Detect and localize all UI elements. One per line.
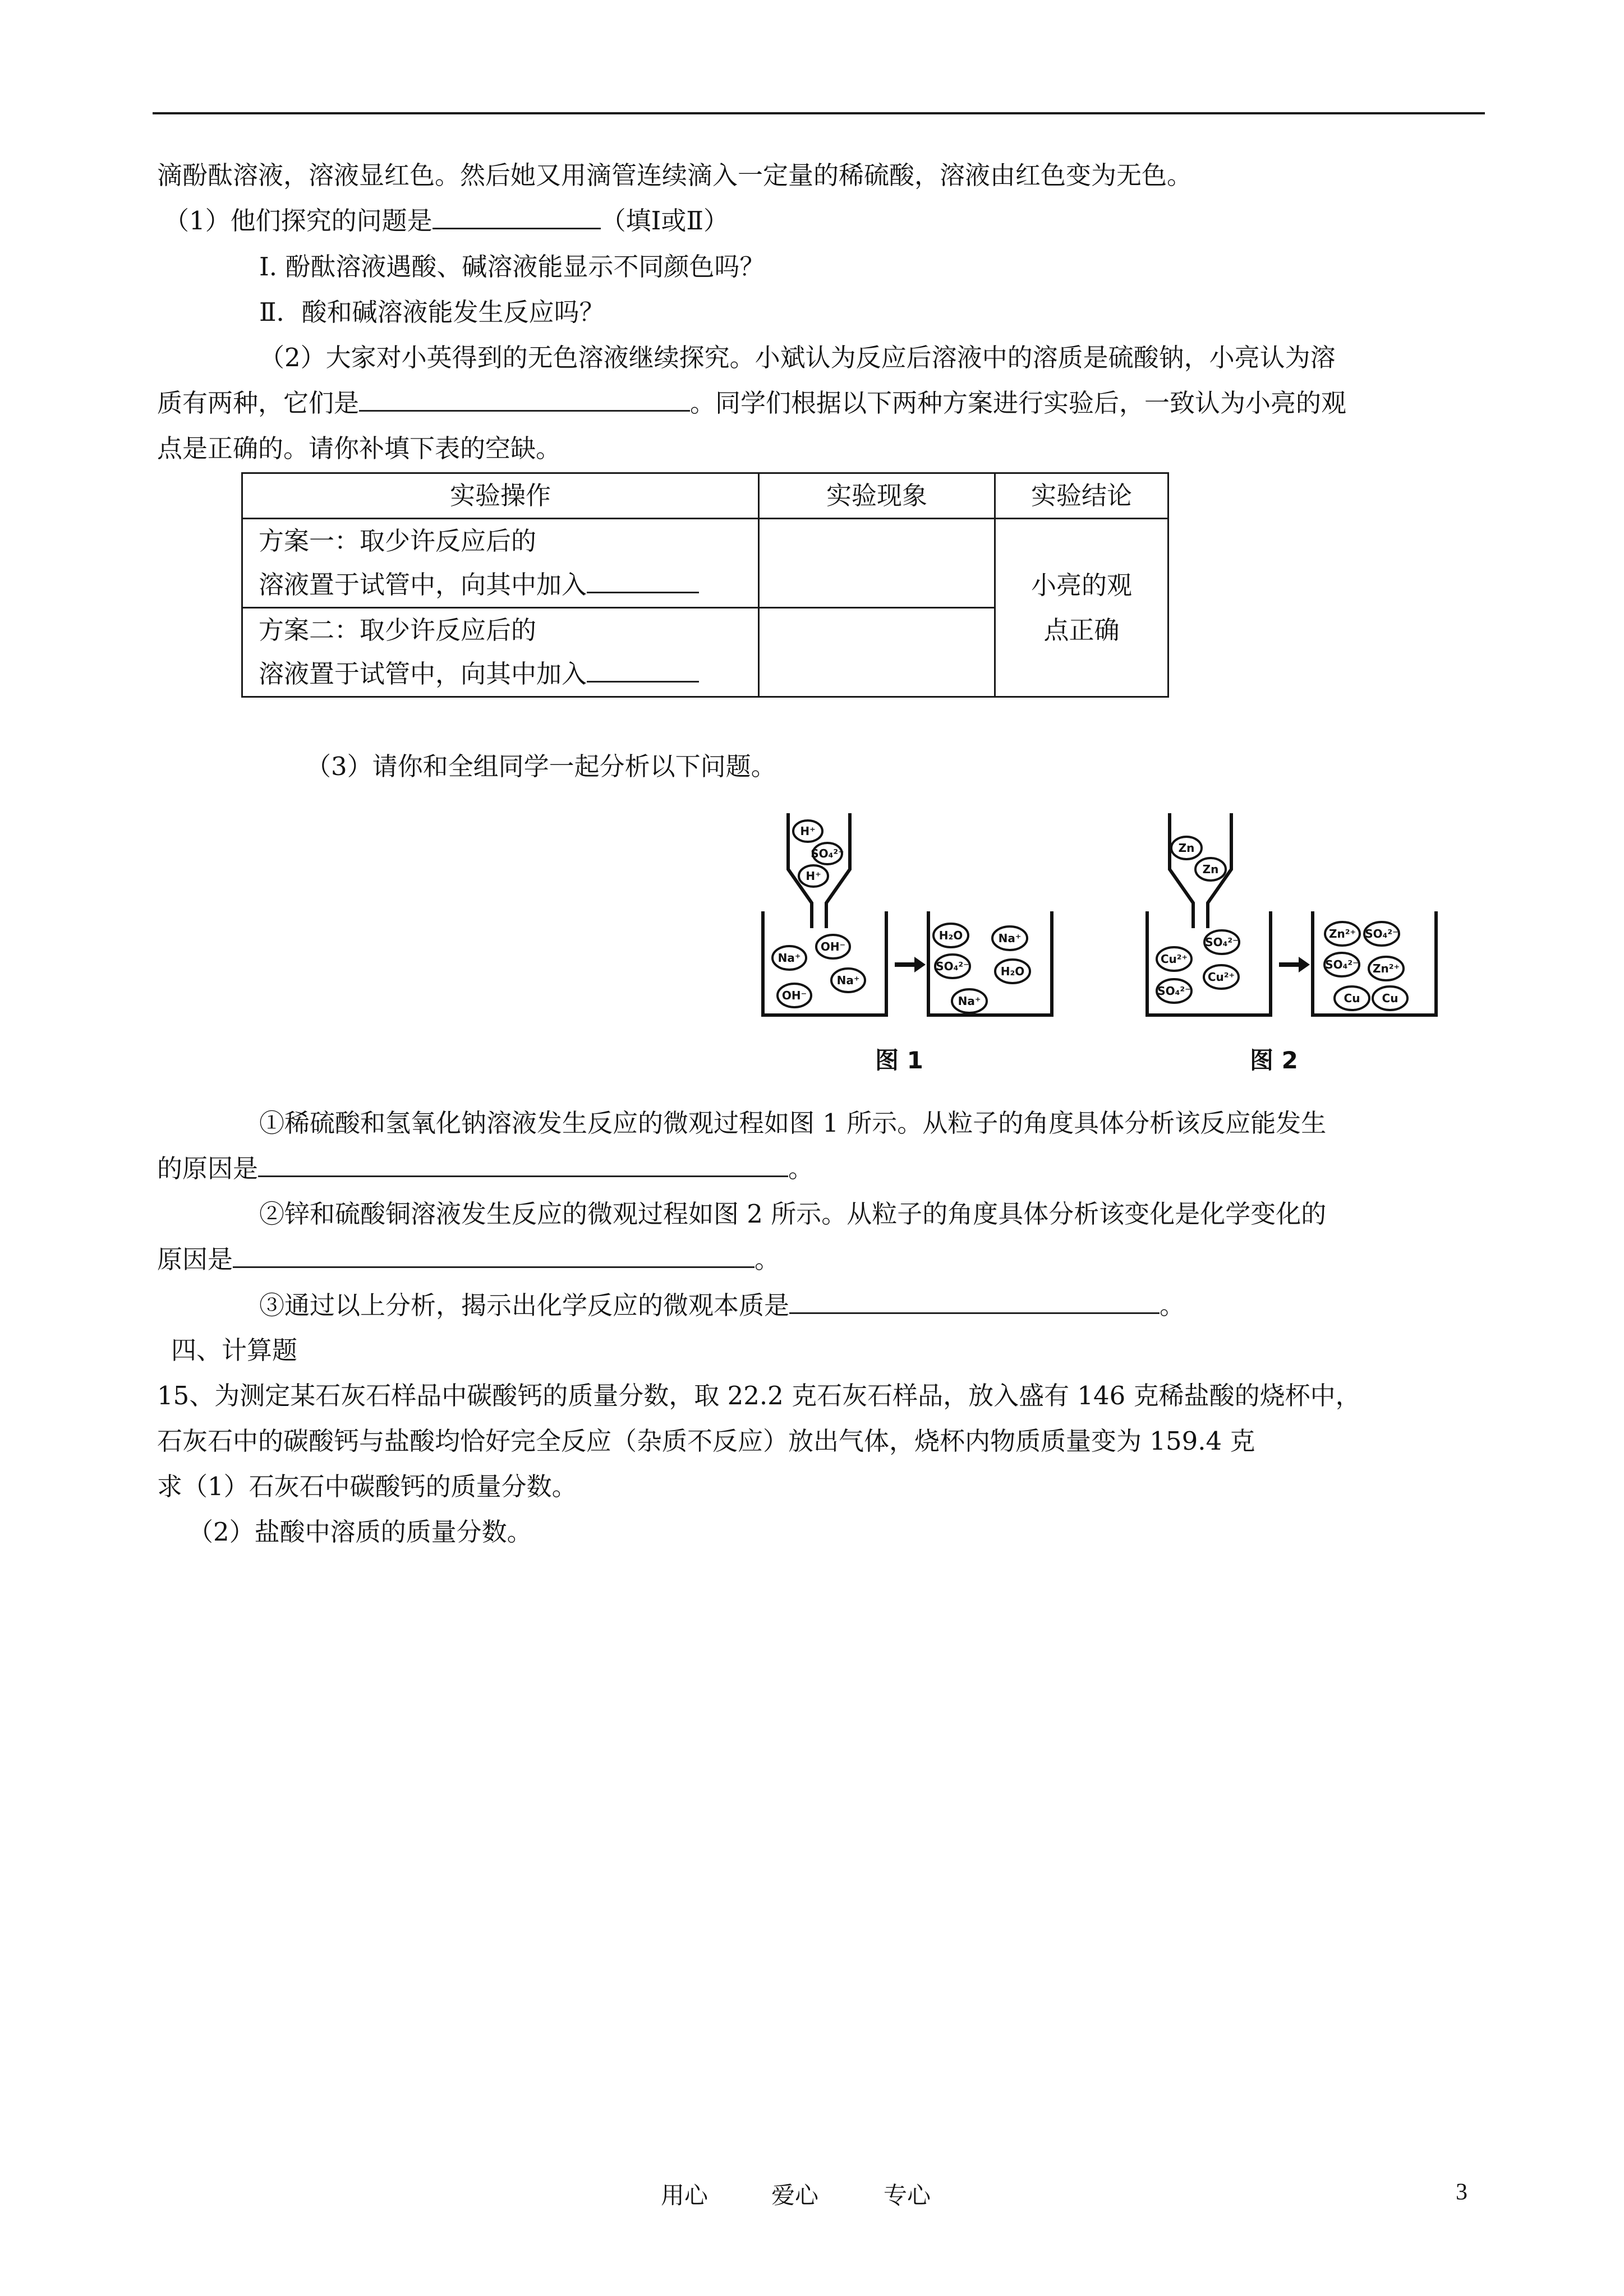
question-3: （3）请你和全组同学一起分析以下问题。 xyxy=(306,751,776,781)
question-2-line-3: 点是正确的。请你补填下表的空缺。 xyxy=(157,434,562,463)
ion-label: Cu²⁺ xyxy=(1160,952,1188,966)
answer-blank[interactable] xyxy=(587,658,699,683)
conclusion-line-1: 小亮的观 xyxy=(1030,570,1132,600)
plan-1-text: 溶液置于试管中，向其中加入 xyxy=(259,570,587,600)
ion-label: SO₄²⁻ xyxy=(936,960,969,973)
ion-label: Na⁺ xyxy=(958,994,981,1008)
header-rule xyxy=(153,112,1485,114)
plan-2-text: 溶液置于试管中，向其中加入 xyxy=(259,659,587,689)
problem-15-line-2: 石灰石中的碳酸钙与盐酸均恰好完全反应（杂质不反应）放出气体，烧杯内物质质量变为 159.4 克 xyxy=(157,1426,1255,1456)
ion-label: Zn xyxy=(1178,841,1195,855)
ion-label: H⁺ xyxy=(800,824,816,838)
answer-blank[interactable] xyxy=(587,569,699,593)
question-2-tail: 。同学们根据以下两种方案进行实验后，一致认为小亮的观 xyxy=(690,388,1347,418)
question-1-tail: （填Ⅰ或Ⅱ） xyxy=(600,206,729,236)
header-phenomenon: 实验现象 xyxy=(759,473,995,519)
ion-label: Na⁺ xyxy=(778,951,801,965)
ion-label: SO₄²⁻ xyxy=(1157,984,1191,998)
ion-label: SO₄²⁻ xyxy=(1325,958,1359,971)
problem-15-line-1: 15、为测定某石灰石样品中碳酸钙的质量分数，取 22.2 克石灰石样品，放入盛有 146 克稀盐酸的烧杯中， xyxy=(157,1381,1361,1410)
experiment-table xyxy=(241,472,1169,698)
section-4-heading: 四、计算题 xyxy=(171,1335,298,1365)
analysis-1-text: 的原因是 xyxy=(157,1154,259,1183)
option-1: Ⅰ. 酚酞溶液遇酸、碱溶液能显示不同颜色吗？ xyxy=(259,252,765,282)
ion-label: OH⁻ xyxy=(781,989,807,1002)
analysis-2-line-1: ②锌和硫酸铜溶液发生反应的微观过程如图 2 所示。从粒子的角度具体分析该变化是化学变化的 xyxy=(259,1199,1327,1229)
header-conclusion: 实验结论 xyxy=(995,473,1168,519)
plan-2-operation xyxy=(242,608,759,697)
ion-label: SO₄²⁻ xyxy=(1365,927,1398,940)
ion-label: H⁺ xyxy=(806,869,821,883)
analysis-3: ③通过以上分析，揭示出化学反应的微观本质是 。 xyxy=(259,1290,1185,1320)
analysis-1-line-2: 的原因是 。 xyxy=(157,1154,814,1183)
problem-15-line-3: 求（1）石灰石中碳酸钙的质量分数。 xyxy=(157,1472,577,1501)
question-1 xyxy=(164,204,729,238)
ion-label: SO₄²⁻ xyxy=(1205,935,1239,949)
ion-label: Cu xyxy=(1382,992,1398,1005)
ion-label: Cu²⁺ xyxy=(1207,970,1235,984)
conclusion-line-2: 点正确 xyxy=(1043,615,1120,645)
answer-blank[interactable] xyxy=(789,1290,1160,1314)
ion-label: Na⁺ xyxy=(998,932,1022,945)
plan-1-operation xyxy=(242,519,759,608)
plan-1-line-1: 方案一：取少许反应后的 xyxy=(259,526,537,556)
question-1-text: （1）他们探究的问题是 xyxy=(164,206,433,236)
ion-label: Zn²⁺ xyxy=(1328,927,1356,940)
figure-2-diagram xyxy=(1139,808,1442,1032)
conclusion-cell xyxy=(995,519,1168,697)
ion-label: H₂O xyxy=(938,929,963,942)
problem-15-line-4: （2）盐酸中溶质的质量分数。 xyxy=(188,1517,532,1547)
answer-blank[interactable] xyxy=(433,205,601,229)
page-number: 3 xyxy=(1456,2179,1467,2205)
footer-item: 用心 xyxy=(661,2182,709,2209)
intro-line: 滴酚酞溶液，溶液显红色。然后她又用滴管连续滴入一定量的稀硫酸，溶液由红色变为无色。 xyxy=(157,160,1193,190)
analysis-2-text: 原因是 xyxy=(157,1244,233,1274)
ion-label: H₂O xyxy=(1000,965,1025,978)
figure-1-caption: 图 1 xyxy=(875,1046,923,1074)
footer-item: 专心 xyxy=(884,2182,931,2209)
answer-blank[interactable] xyxy=(258,1153,788,1177)
plan-2-phenomenon-cell[interactable] xyxy=(759,608,995,697)
analysis-3-text: ③通过以上分析，揭示出化学反应的微观本质是 xyxy=(259,1290,790,1320)
plan-1-phenomenon-cell[interactable] xyxy=(759,519,995,608)
ion-label: Zn²⁺ xyxy=(1372,962,1400,975)
ion-label: Na⁺ xyxy=(836,974,860,987)
option-2: Ⅱ．酸和碱溶液能发生反应吗？ xyxy=(259,297,605,327)
question-2-line-1: （2）大家对小英得到的无色溶液继续探究。小斌认为反应后溶液中的溶质是硫酸钠，小亮认为溶 xyxy=(259,343,1336,372)
footer-item: 爱心 xyxy=(771,2182,819,2209)
answer-blank[interactable] xyxy=(359,388,690,412)
plan-1-line-2 xyxy=(259,563,742,607)
plan-2-line-2 xyxy=(259,652,742,696)
ion-label: OH⁻ xyxy=(820,940,846,953)
plan-2-line-1: 方案二：取少许反应后的 xyxy=(259,615,537,645)
header-operation: 实验操作 xyxy=(242,473,759,519)
question-2-head: 质有两种，它们是 xyxy=(157,388,360,418)
question-2-line-2 xyxy=(157,386,1346,420)
figure-2-caption: 图 2 xyxy=(1250,1046,1298,1074)
ion-label: Cu xyxy=(1344,992,1360,1005)
ion-label: SO₄²⁻ xyxy=(811,847,844,860)
analysis-2-line-2: 原因是 。 xyxy=(157,1244,780,1274)
ion-label: Zn xyxy=(1202,863,1219,876)
answer-blank[interactable] xyxy=(233,1244,755,1268)
analysis-1-line-1: ①稀硫酸和氢氧化钠溶液发生反应的微观过程如图 1 所示。从粒子的角度具体分析该反应能发生 xyxy=(259,1108,1327,1138)
figure-1-diagram xyxy=(755,808,1057,1032)
